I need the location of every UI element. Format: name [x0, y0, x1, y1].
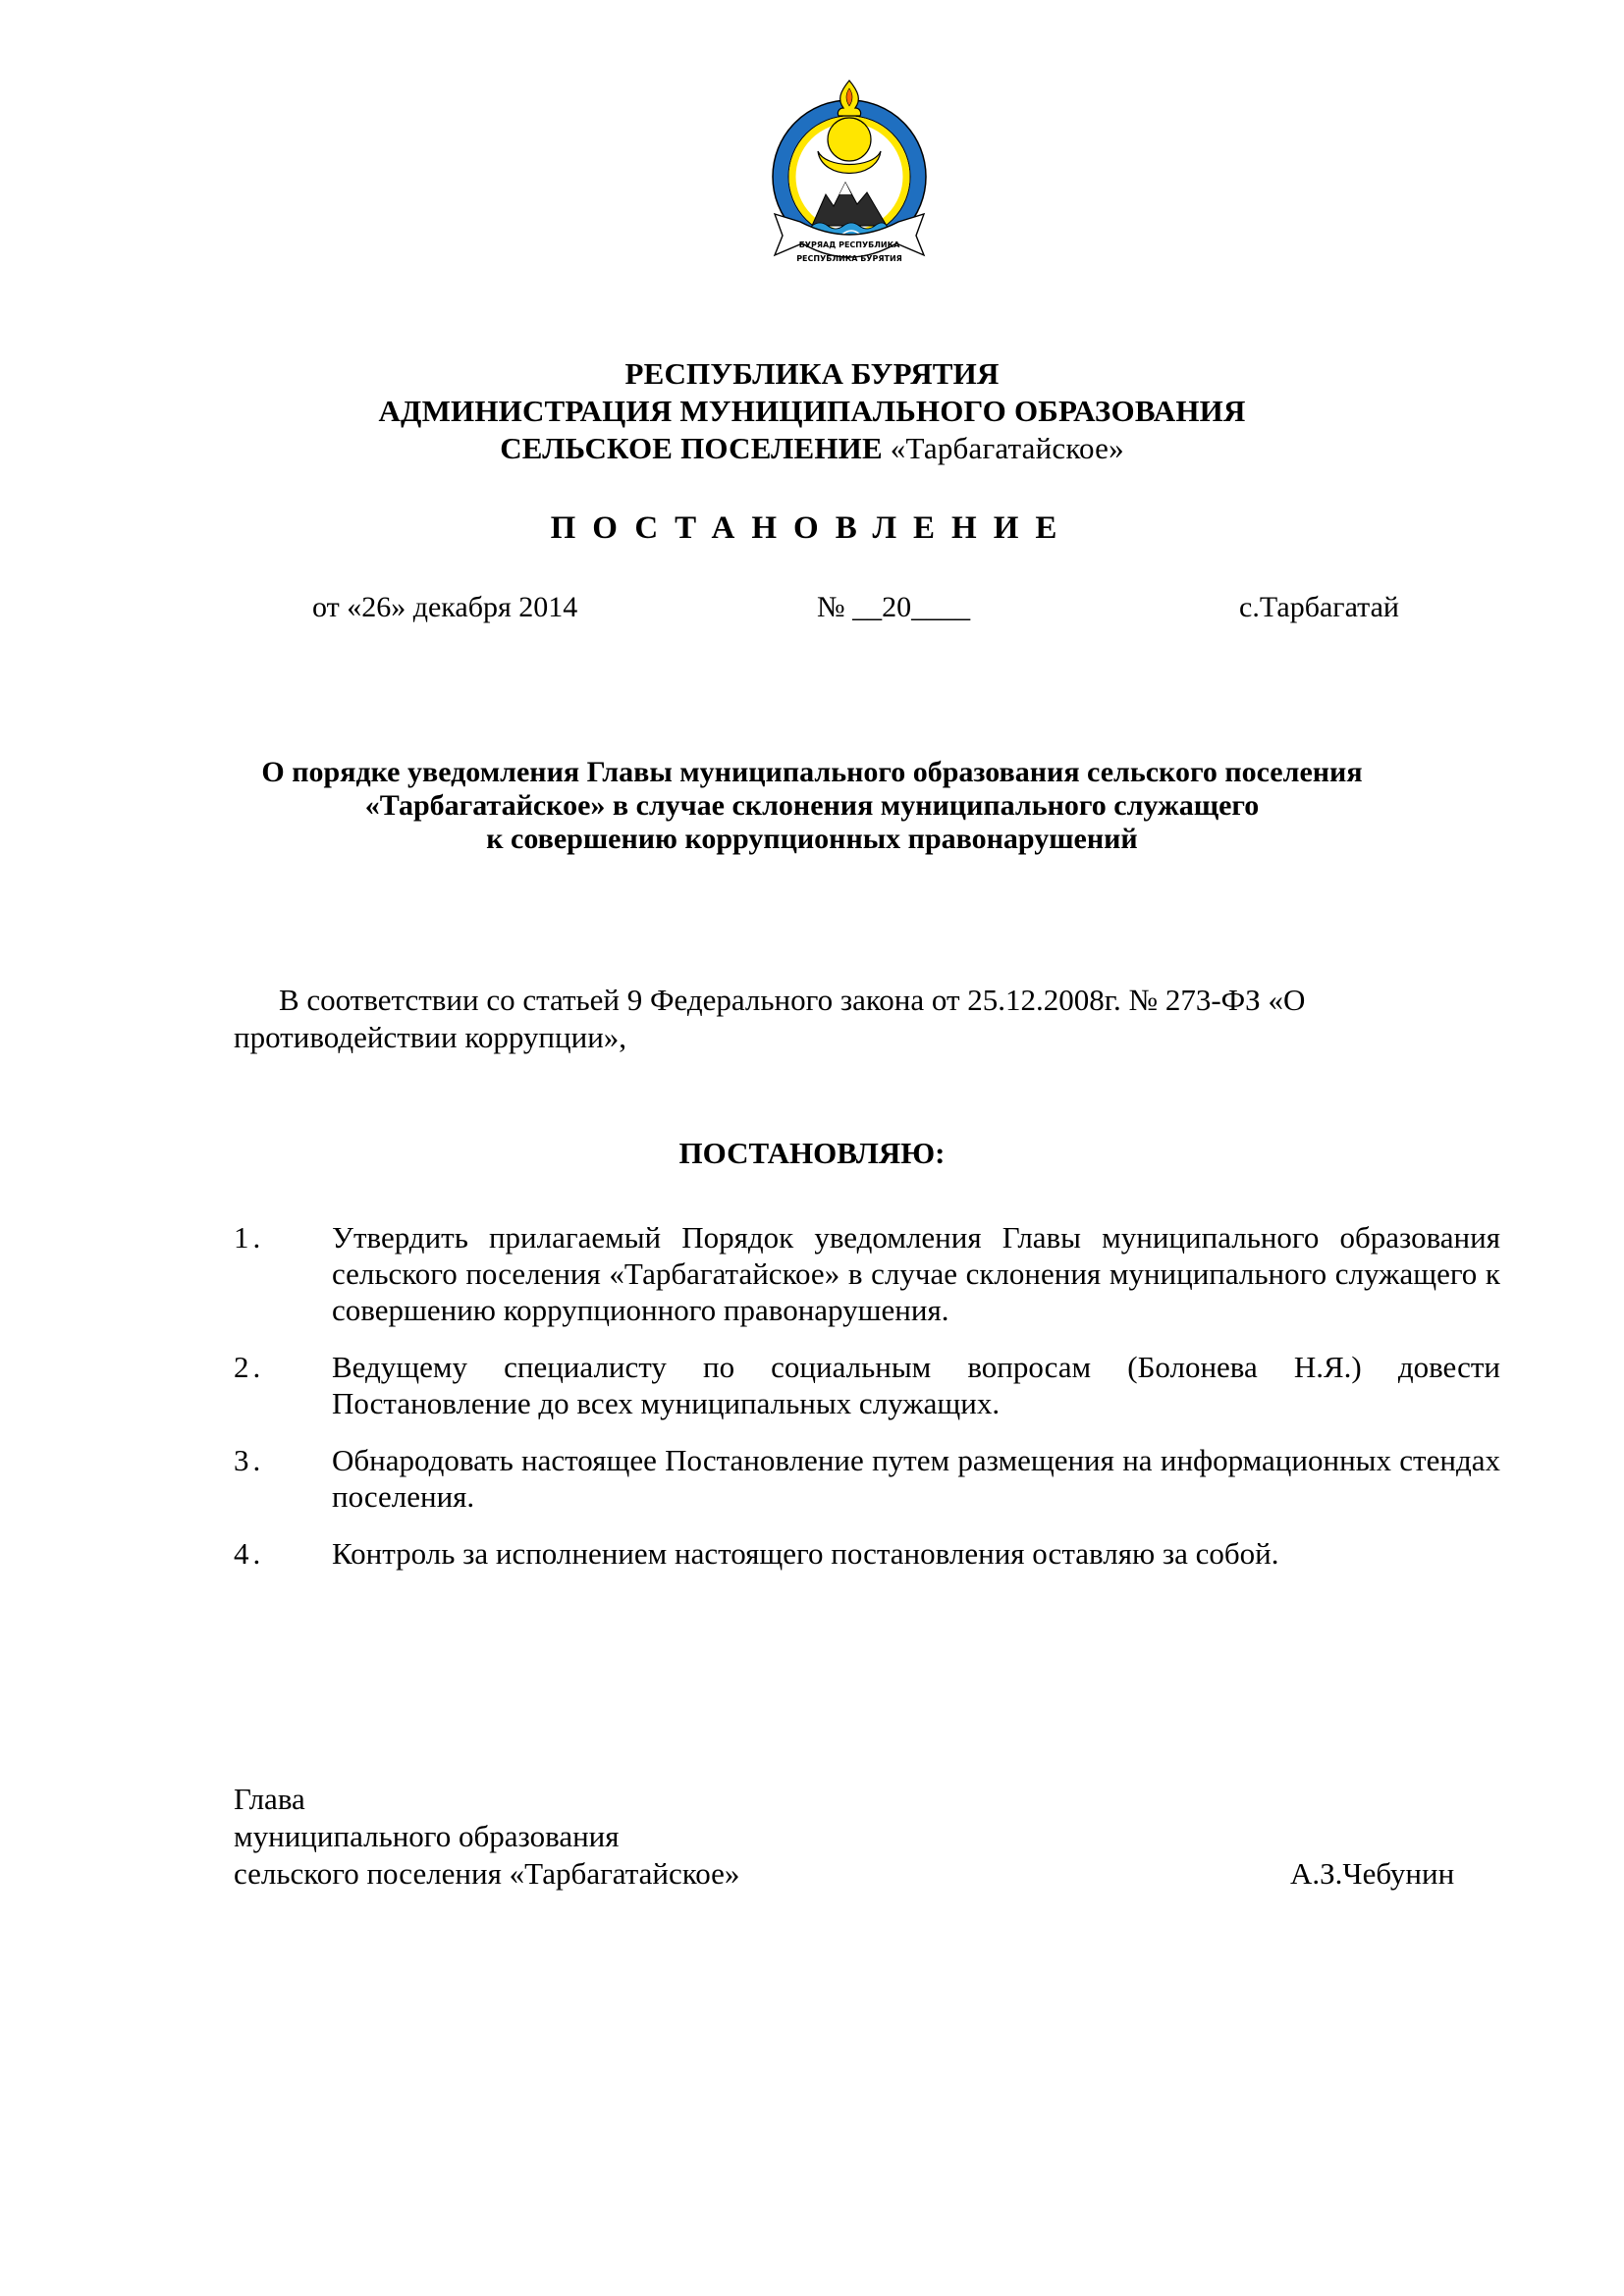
- subject-line: «Тарбагатайское» в случае склонения муниципального служащего: [364, 789, 1260, 822]
- coat-of-arms-icon: [761, 79, 938, 290]
- list-item-number: 2.: [234, 1350, 265, 1384]
- list-item: [234, 1349, 1500, 1421]
- preamble-line: противодействии коррупции»,: [234, 1020, 627, 1054]
- list-item: [234, 1535, 1500, 1572]
- list-item: [234, 1442, 1500, 1515]
- signatory-name: А.З.Чебунин: [1290, 1856, 1455, 1891]
- header-settlement-label: СЕЛЬСКОЕ ПОСЕЛЕНИЕ: [500, 431, 883, 465]
- list-item-text: Контроль за исполнением настоящего постановления оставляю за собой.: [332, 1536, 1279, 1571]
- header-administration: АДМИНИСТРАЦИЯ МУНИЦИПАЛЬНОГО ОБРАЗОВАНИЯ: [378, 394, 1246, 428]
- signature-position: сельского поселения «Тарбагатайское»: [234, 1856, 740, 1891]
- list-item-number: 3.: [234, 1443, 265, 1477]
- decree-heading: ПОСТАНОВЛЯЮ:: [678, 1136, 946, 1170]
- resolution-list: [234, 1219, 1500, 1592]
- list-item-text: Утвердить прилагаемый Порядок уведомления Главы муниципального образования сельского поселения «Тарбагатайское» в случае склонения муниципального служащего к совершению коррупционного правонарушения.: [332, 1220, 1500, 1327]
- document-place: с.Тарбагатай: [1239, 591, 1399, 623]
- signature-position: муниципального образования: [234, 1819, 620, 1853]
- subject-line: к совершению коррупционных правонарушений: [486, 823, 1138, 855]
- document-type-title: ПОСТАНОВЛЕНИЕ: [550, 510, 1074, 546]
- list-item: [234, 1219, 1500, 1328]
- header-settlement: [0, 430, 1624, 467]
- document-header: [0, 355, 1624, 467]
- subject-line: О порядке уведомления Главы муниципального образования сельского поселения: [261, 756, 1363, 788]
- list-item-number: 4.: [234, 1536, 265, 1571]
- list-item-text: Ведущему специалисту по социальным вопросам (Болонева Н.Я.) довести Постановление до всех муниципальных служащих.: [332, 1350, 1500, 1420]
- document-date: от «26» декабря 2014: [312, 591, 578, 623]
- signature-position: Глава: [234, 1782, 305, 1816]
- preamble: [234, 982, 1441, 1056]
- list-item-text: Обнародовать настоящее Постановление путем размещения на информационных стендах поселения.: [332, 1443, 1500, 1514]
- header-republic: РЕСПУБЛИКА БУРЯТИЯ: [624, 356, 1000, 391]
- signature-block: [234, 1781, 1500, 1893]
- signature-last-line: [234, 1855, 1500, 1893]
- ribbon-top-text: БУРЯАД РЕСПУБЛИКА: [798, 240, 900, 249]
- document-number: № __20____: [817, 591, 971, 623]
- ribbon-bottom-text: РЕСПУБЛИКА БУРЯТИЯ: [796, 254, 902, 263]
- preamble-line: В соответствии со статьей 9 Федерального закона от 25.12.2008г. № 273-ФЗ «О: [279, 983, 1306, 1017]
- list-item-number: 1.: [234, 1220, 265, 1255]
- header-settlement-name: «Тарбагатайское»: [890, 431, 1124, 465]
- document-subject: [147, 756, 1477, 856]
